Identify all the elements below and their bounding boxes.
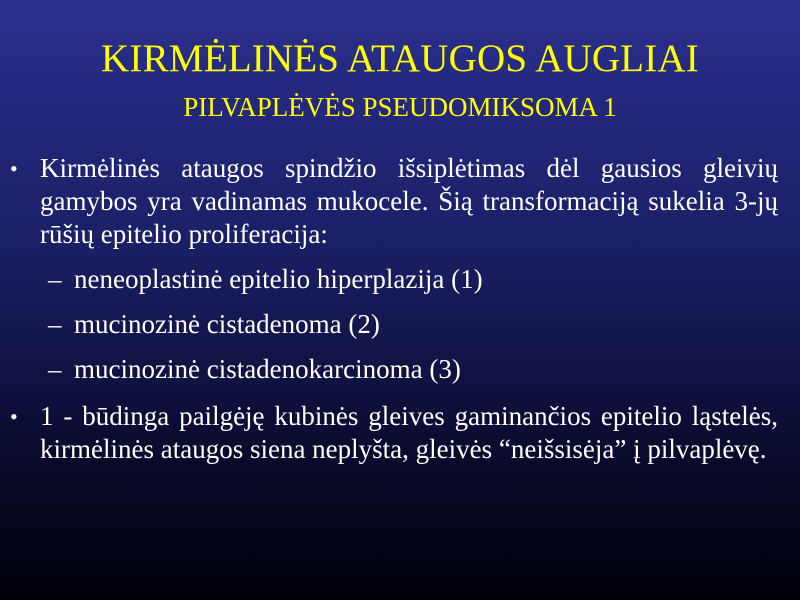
dash-icon: – — [48, 354, 62, 384]
dash-icon: – — [48, 309, 62, 339]
sub-item — [0, 308, 800, 341]
slide-title: KIRMĖLINĖS ATAUGOS AUGLIAI — [101, 37, 699, 80]
bullet-text: 1 - būdinga pailgėję kubinės gleives gaminančios epitelio ląstelės, kirmėlinės ataugos siena neplyšta, gleivės “neišsisėja” į pilvaplėvę. — [40, 401, 778, 464]
bullet-icon: • — [10, 404, 18, 429]
bullet-icon: • — [10, 156, 18, 181]
bullet-item — [0, 152, 800, 251]
sub-item-text: mucinozinė cistadenokarcinoma (3) — [74, 354, 461, 384]
slide-subtitle: PILVAPLĖVĖS PSEUDOMIKSOMA 1 — [183, 92, 617, 122]
sub-item — [0, 353, 800, 386]
sub-item-text: mucinozinė cistadenoma (2) — [74, 309, 380, 339]
bullet-item — [0, 400, 800, 466]
slide-body — [0, 152, 800, 466]
sub-item-text: neneoplastinė epitelio hiperplazija (1) — [74, 264, 483, 294]
dash-icon: – — [48, 264, 62, 294]
sub-item — [0, 263, 800, 296]
bullet-text: Kirmėlinės ataugos spindžio išsiplėtimas dėl gausios gleivių gamybos yra vadinamas mukocele. Šią transformaciją sukelia 3-jų rūšių epitelio proliferacija: — [40, 153, 778, 249]
